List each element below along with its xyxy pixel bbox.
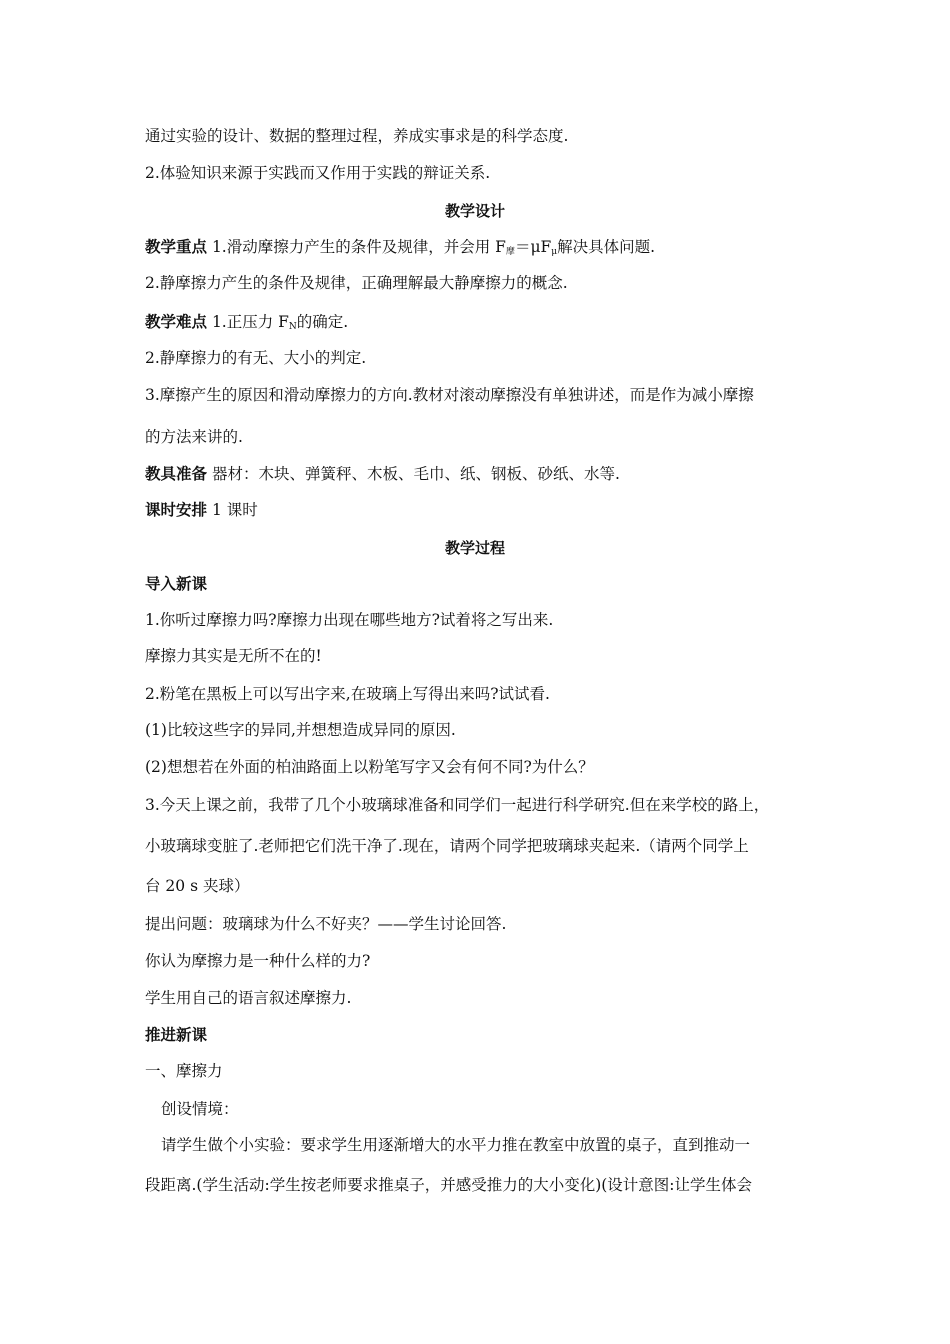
paragraph: 2.静摩擦力产生的条件及规律，正确理解最大静摩擦力的概念. — [145, 274, 568, 292]
paragraph: 3.今天上课之前，我带了几个小玻璃球准备和同学们一起进行科学研究.但在来学校的路上， — [145, 796, 770, 814]
paragraph: 的方法来讲的. — [145, 428, 243, 446]
subheading-advance: 推进新课 — [145, 1026, 208, 1044]
paragraph: 小玻璃球变脏了.老师把它们洗干净了.现在，请两个同学把玻璃球夹起来.（请两个同学上 — [145, 837, 749, 855]
paragraph: (1)比较这些字的异同,并想想造成异同的原因. — [145, 721, 456, 739]
paragraph: 2.体验知识来源于实践而又作用于实践的辩证关系. — [145, 164, 491, 182]
difficulty-line: 教学难点 1.正压力 $F_N$的确定. — [145, 313, 349, 332]
key-points-label: 教学重点 — [145, 238, 208, 256]
paragraph: 摩擦力其实是无所不在的! — [145, 647, 322, 665]
subheading-intro: 导入新课 — [145, 575, 208, 593]
section-heading-design: 教学设计 — [444, 202, 505, 220]
section-title-friction: 一、摩擦力 — [145, 1062, 223, 1080]
section-heading-process: 教学过程 — [444, 539, 505, 557]
paragraph: 台 20 s 夹球） — [145, 877, 250, 895]
paragraph: 请学生做个小实验：要求学生用逐渐增大的水平力推在教室中放置的桌子，直到推动一 — [161, 1136, 751, 1154]
tools-line: 教具准备 器材：木块、弹簧秤、木板、毛巾、纸、钢板、砂纸、水等. — [145, 465, 620, 483]
tools-label: 教具准备 — [145, 465, 208, 483]
paragraph: 学生用自己的语言叙述摩擦力. — [145, 989, 352, 1007]
paragraph: 通过实验的设计、数据的整理过程，养成实事求是的科学态度. — [145, 127, 569, 145]
schedule-label: 课时安排 — [145, 501, 208, 519]
paragraph: 创设情境： — [161, 1100, 239, 1118]
paragraph: 2.粉笔在黑板上可以写出字来,在玻璃上写得出来吗?试试看. — [145, 685, 550, 703]
paragraph: 3.摩擦产生的原因和滑动摩擦力的方向.教材对滚动摩擦没有单独讲述，而是作为减小摩擦 — [145, 386, 754, 404]
paragraph: 段距离.(学生活动:学生按老师要求推桌子，并感受推力的大小变化)(设计意图:让学生体会 — [145, 1176, 753, 1194]
paragraph: 2.静摩擦力的有无、大小的判定. — [145, 349, 367, 367]
paragraph: (2)想想若在外面的柏油路面上以粉笔写字又会有何不同?为什么？ — [145, 758, 594, 776]
paragraph: 你认为摩擦力是一种什么样的力? — [145, 952, 371, 970]
key-points-line: 教学重点 1.滑动摩擦力产生的条件及规律，并会用 $F_摩=\mu F_\mu$解决具体问题. — [145, 238, 656, 257]
difficulty-label: 教学难点 — [145, 313, 208, 331]
paragraph: 提出问题：玻璃球为什么不好夹？——学生讨论回答. — [145, 915, 507, 933]
schedule-line: 课时安排 1 课时 — [145, 501, 258, 519]
paragraph: 1.你听过摩擦力吗?摩擦力出现在哪些地方?试着将之写出来. — [145, 611, 554, 629]
